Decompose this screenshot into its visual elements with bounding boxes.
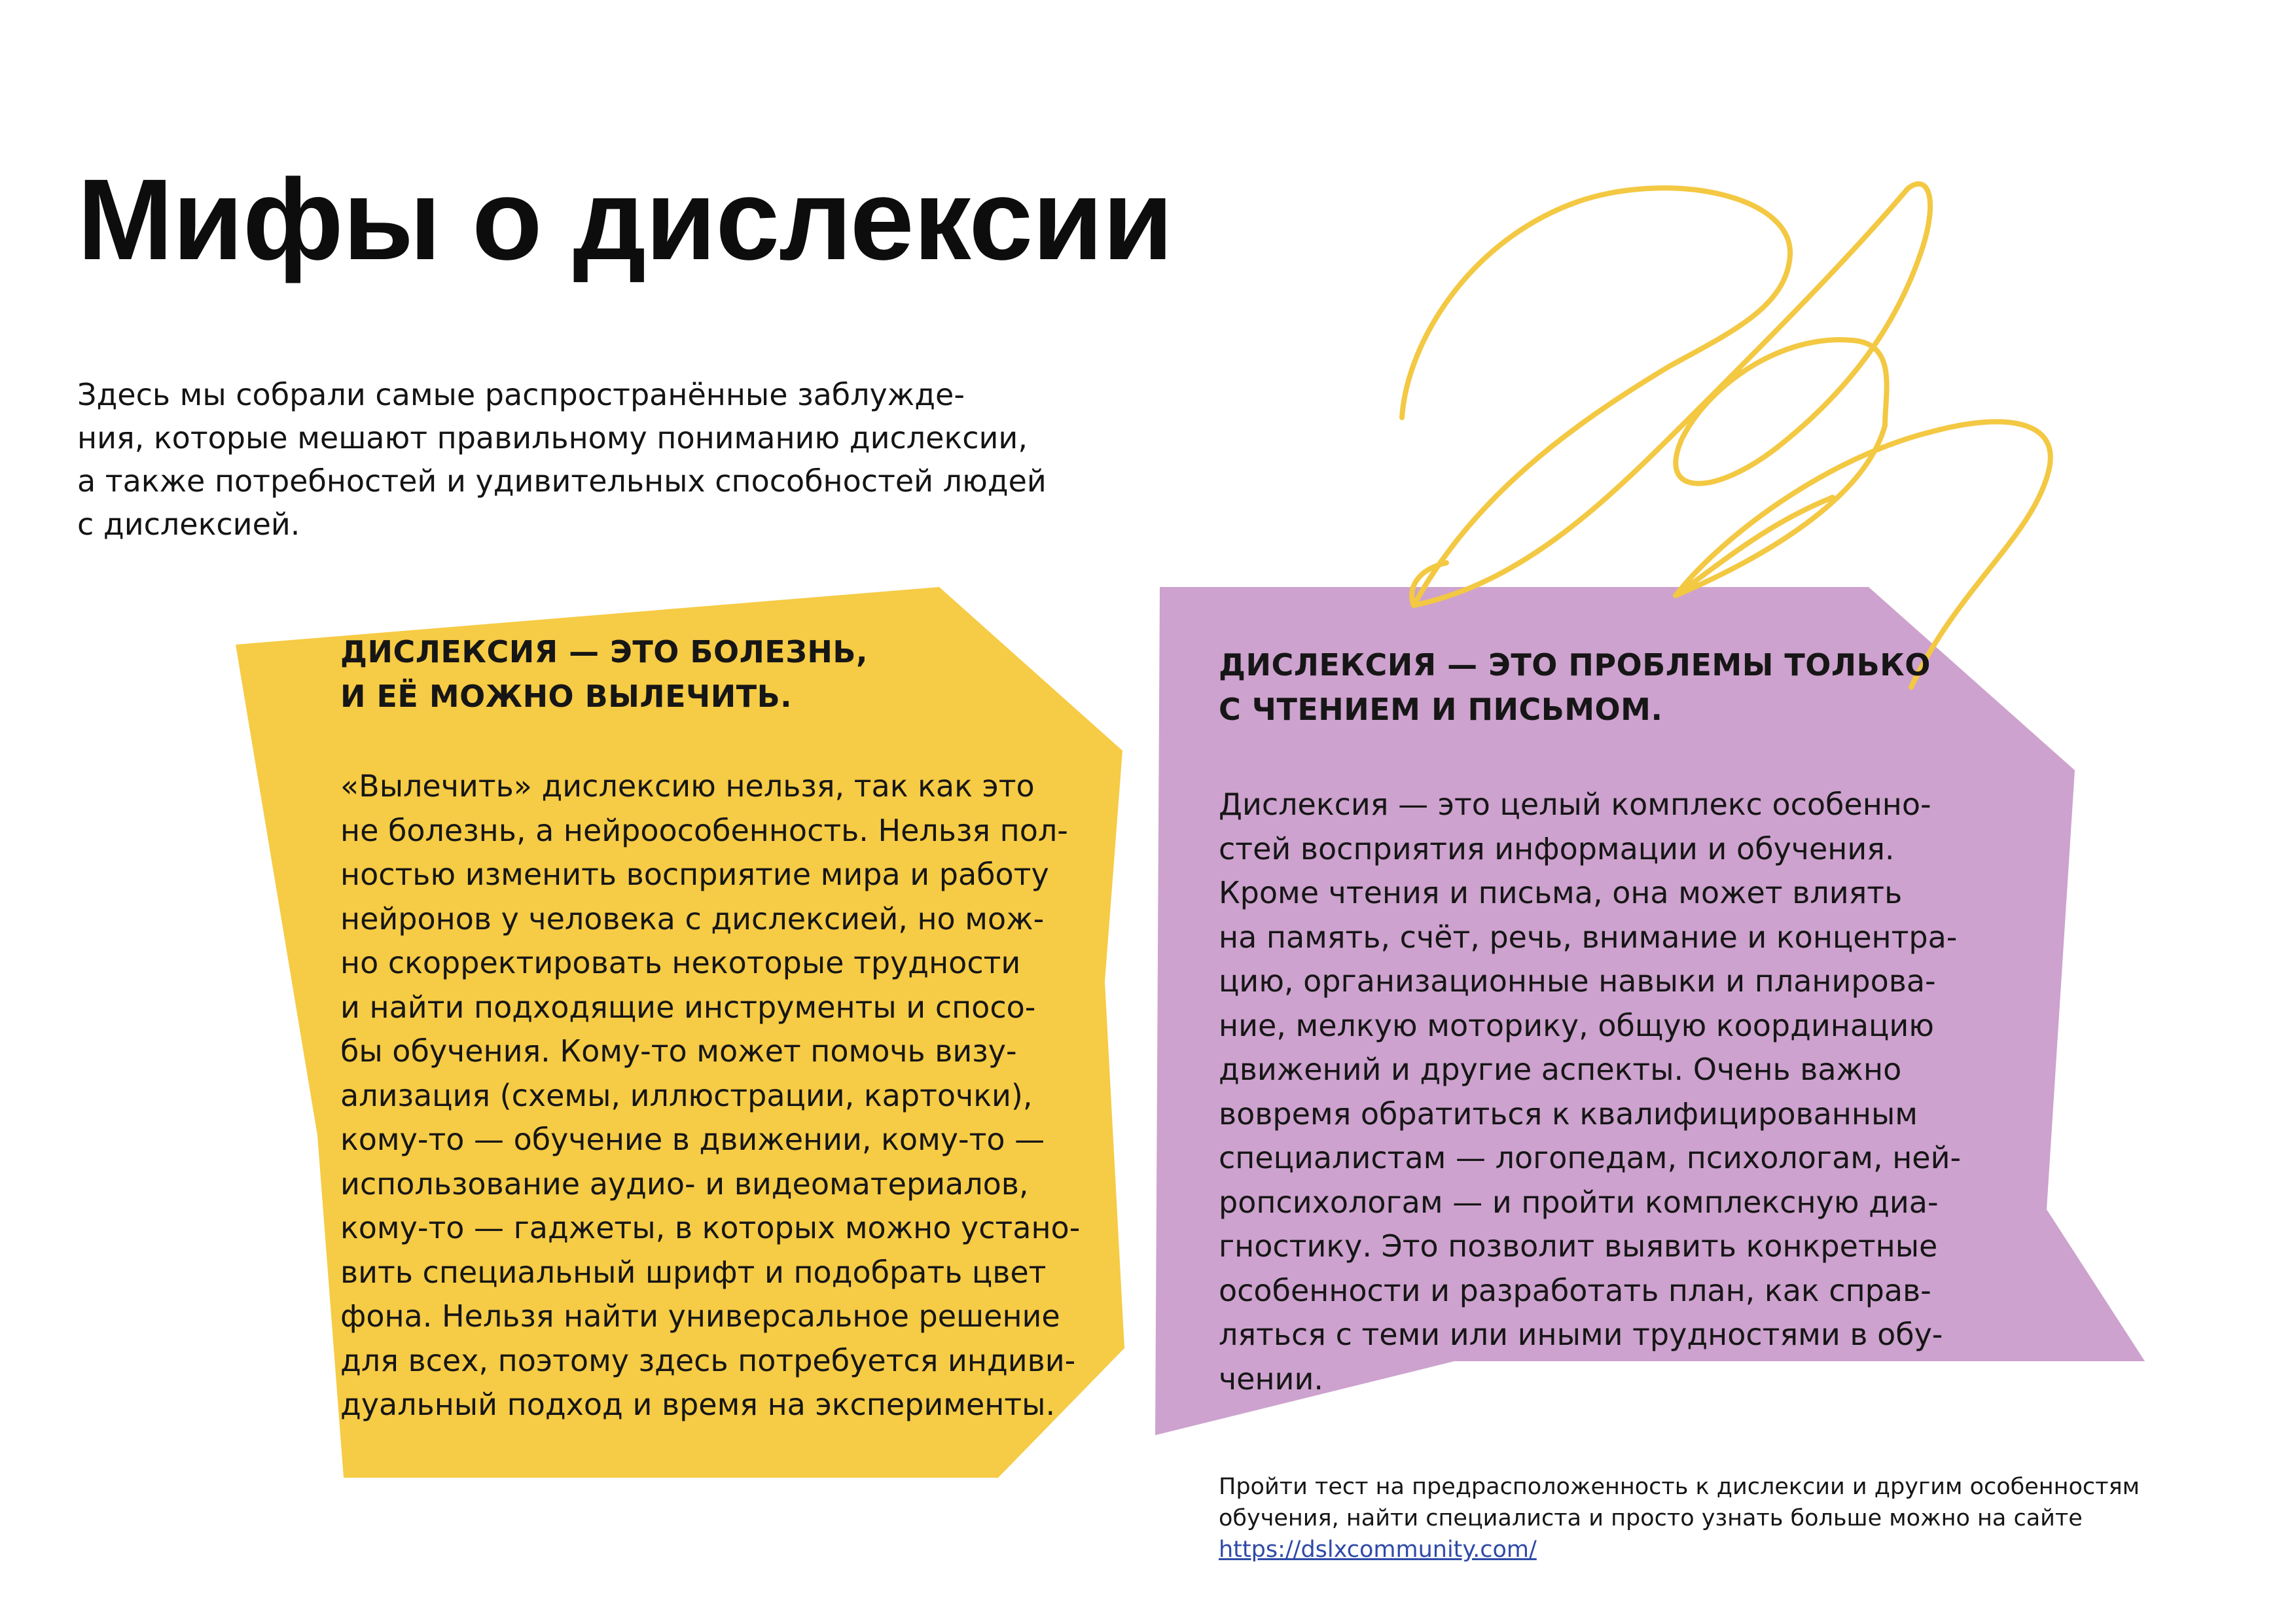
body-line: использование аудио- и видеоматериалов, xyxy=(340,1166,1029,1202)
intro-paragraph xyxy=(77,373,1098,546)
community-site-link[interactable]: https://dslxcommunity.com/ xyxy=(1219,1537,1537,1563)
body-line: стей восприятия информации и обучения. xyxy=(1219,830,1895,866)
myth-card-illness xyxy=(340,630,1080,1427)
body-line: вить специальный шрифт и подобрать цвет xyxy=(340,1254,1047,1290)
scribble-loop-1 xyxy=(1402,184,1930,605)
body-line: и найти подходящие инструменты и спосо- xyxy=(340,989,1036,1025)
myth-heading xyxy=(1219,643,1961,732)
body-line: нейронов у человека с дислексией, но мож- xyxy=(340,901,1045,936)
body-line: бы обучения. Кому-то может помочь визу- xyxy=(340,1033,1017,1069)
body-line: кому-то — гаджеты, в которых можно устано- xyxy=(340,1210,1081,1245)
myth-card-reading xyxy=(1219,643,1961,1401)
footer-line: Пройти тест на предрасположенность к дислексии и другим особенностям xyxy=(1219,1474,2140,1500)
body-line: фона. Нельзя найти универсальное решение xyxy=(340,1298,1060,1334)
body-line: чении. xyxy=(1219,1361,1323,1397)
heading-line: ДИСЛЕКСИЯ — ЭТО ПРОБЛЕМЫ ТОЛЬКО xyxy=(1219,647,1931,683)
heading-line: И ЕЁ МОЖНО ВЫЛЕЧИТЬ. xyxy=(340,679,793,714)
body-line: ляться с теми или иными трудностями в обу- xyxy=(1219,1317,1943,1352)
myth-body xyxy=(1219,783,1961,1401)
body-line: на память, счёт, речь, внимание и концентра- xyxy=(1219,919,1958,955)
footer-note xyxy=(1219,1471,2140,1565)
body-line: специалистам — логопедам, психологам, ней- xyxy=(1219,1140,1962,1175)
body-line: гностику. Это позволит выявить конкретные xyxy=(1219,1228,1938,1264)
heading-line: С ЧТЕНИЕМ И ПИСЬМОМ. xyxy=(1219,692,1663,727)
myth-body xyxy=(340,764,1080,1427)
intro-line: с дислексией. xyxy=(77,507,300,542)
body-line: ностью изменить восприятие мира и работу xyxy=(340,857,1049,892)
body-line: «Вылечить» дислексию нельзя, так как это xyxy=(340,768,1035,804)
body-line: дуальный подход и время на эксперименты. xyxy=(340,1387,1056,1422)
myth-heading xyxy=(340,630,1080,719)
body-line: ализация (схемы, иллюстрации, карточки), xyxy=(340,1077,1033,1113)
body-line: особенности и разработать план, как справ- xyxy=(1219,1272,1931,1308)
body-line: Кроме чтения и письма, она может влиять xyxy=(1219,875,1903,910)
intro-line: а также потребностей и удивительных способностей людей xyxy=(77,463,1047,499)
body-line: ние, мелкую моторику, общую координацию xyxy=(1219,1007,1934,1043)
body-line: для всех, поэтому здесь потребуется индиви- xyxy=(340,1342,1076,1378)
body-line: вовремя обратиться к квалифицированным xyxy=(1219,1096,1918,1132)
body-line: но скорректировать некоторые трудности xyxy=(340,945,1021,980)
page-title: Мифы о дислексии xyxy=(77,156,1173,284)
body-line: цию, организационные навыки и планирова- xyxy=(1219,963,1936,999)
body-line: движений и другие аспекты. Очень важно xyxy=(1219,1052,1902,1087)
footer-line: обучения, найти специалиста и просто узнать больше можно на сайте xyxy=(1219,1505,2083,1531)
body-line: кому-то — обучение в движении, кому-то — xyxy=(340,1122,1045,1157)
intro-line: Здесь мы собрали самые распространённые заблужде- xyxy=(77,377,965,412)
body-line: Дислексия — это целый комплекс особенно- xyxy=(1219,787,1931,822)
heading-line: ДИСЛЕКСИЯ — ЭТО БОЛЕЗНЬ, xyxy=(340,634,868,669)
body-line: ропсихологам — и пройти комплексную диа- xyxy=(1219,1184,1939,1220)
intro-line: ния, которые мешают правильному пониманию дислексии, xyxy=(77,420,1028,455)
body-line: не болезнь, а нейроособенность. Нельзя пол- xyxy=(340,812,1068,848)
